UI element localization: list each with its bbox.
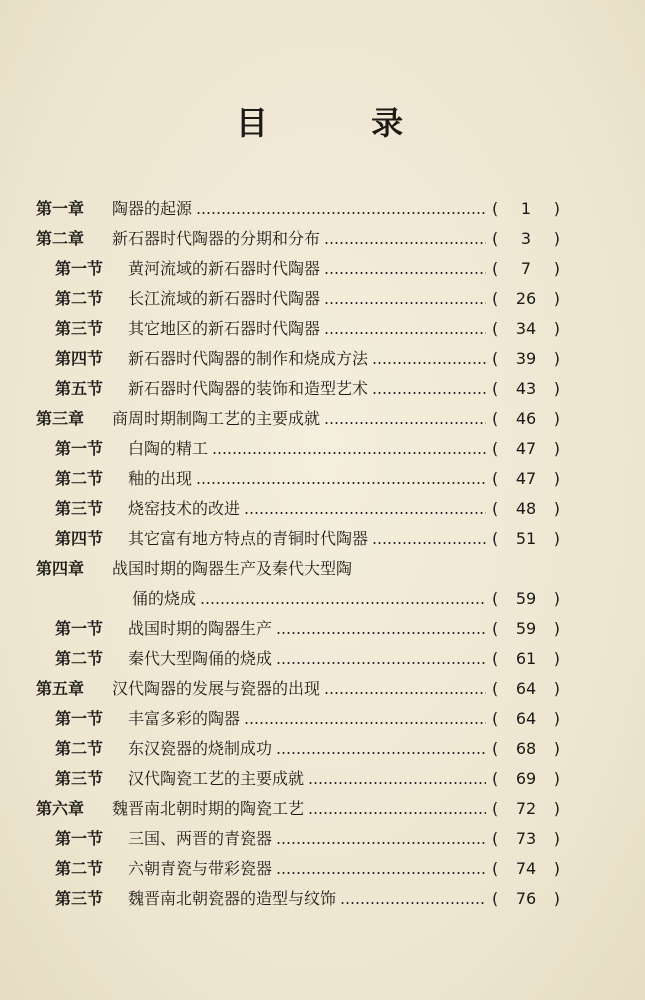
section-number: 第一节 [55,259,104,278]
dot-leader [276,662,486,664]
page-value: 69 [515,769,537,788]
entry-title: 釉的出现 [128,469,193,488]
close-paren: ) [553,889,560,908]
page-value: 7 [520,259,532,278]
toc-section-row[interactable] [0,466,645,492]
close-paren: ) [553,739,560,758]
close-paren: ) [553,589,560,608]
page-value: 47 [515,439,537,458]
section-number: 第三节 [55,889,104,908]
dot-leader [324,422,486,424]
toc-section-row[interactable] [0,526,645,552]
toc-section-row[interactable] [0,346,645,372]
open-paren: ( [492,799,499,818]
close-paren: ) [553,229,560,248]
page-value: 61 [515,649,537,668]
section-number: 第一节 [55,709,104,728]
chapter-number: 第二章 [36,229,85,248]
page-value: 59 [515,589,537,608]
page-value: 68 [515,739,537,758]
toc-chapter-row[interactable] [0,226,645,252]
section-number: 第二节 [55,739,104,758]
entry-title: 丰富多彩的陶器 [128,709,241,728]
toc-continuation-row[interactable] [0,586,645,612]
close-paren: ) [553,829,560,848]
close-paren: ) [553,649,560,668]
toc-section-row[interactable] [0,706,645,732]
toc-chapter-row[interactable] [0,196,645,222]
close-paren: ) [553,859,560,878]
dot-leader [196,482,486,484]
chapter-number: 第六章 [36,799,85,818]
page-value: 72 [515,799,537,818]
dot-leader [340,902,486,904]
page-title: 目 录 [235,104,450,142]
toc-section-row[interactable] [0,886,645,912]
entry-title: 商周时期制陶工艺的主要成就 [112,409,321,428]
dot-leader [244,722,486,724]
close-paren: ) [553,439,560,458]
entry-title: 六朝青瓷与带彩瓷器 [128,859,273,878]
open-paren: ( [492,709,499,728]
toc-chapter-row[interactable] [0,796,645,822]
open-paren: ( [492,649,499,668]
open-paren: ( [492,769,499,788]
entry-title: 秦代大型陶俑的烧成 [128,649,273,668]
open-paren: ( [492,619,499,638]
entry-title: 其它富有地方特点的青铜时代陶器 [128,529,369,548]
dot-leader [276,842,486,844]
entry-title: 汉代陶器的发展与瓷器的出现 [112,679,321,698]
toc-section-row[interactable] [0,436,645,462]
toc-section-row[interactable] [0,376,645,402]
close-paren: ) [553,199,560,218]
open-paren: ( [492,739,499,758]
toc-section-row[interactable] [0,766,645,792]
toc-section-row[interactable] [0,646,645,672]
dot-leader [276,632,486,634]
entry-title: 战国时期的陶器生产及秦代大型陶 [112,559,353,578]
entry-title: 新石器时代陶器的制作和烧成方法 [128,349,369,368]
section-number: 第五节 [55,379,104,398]
open-paren: ( [492,829,499,848]
entry-title: 陶器的起源 [112,199,193,218]
dot-leader [212,452,486,454]
toc-section-row[interactable] [0,856,645,882]
chapter-number: 第四章 [36,559,85,578]
dot-leader [276,872,486,874]
section-number: 第三节 [55,769,104,788]
section-number: 第三节 [55,319,104,338]
toc-section-row[interactable] [0,496,645,522]
close-paren: ) [553,469,560,488]
page-value: 51 [515,529,537,548]
toc-chapter-row[interactable] [0,676,645,702]
page-value: 26 [515,289,537,308]
dot-leader [200,602,486,604]
open-paren: ( [492,199,499,218]
entry-title: 魏晋南北朝时期的陶瓷工艺 [112,799,305,818]
section-number: 第一节 [55,439,104,458]
open-paren: ( [492,409,499,428]
entry-title: 白陶的精工 [128,439,209,458]
page-value: 59 [515,619,537,638]
close-paren: ) [553,409,560,428]
entry-title: 其它地区的新石器时代陶器 [128,319,321,338]
close-paren: ) [553,349,560,368]
dot-leader [372,362,486,364]
dot-leader [324,332,486,334]
entry-title: 战国时期的陶器生产 [128,619,273,638]
close-paren: ) [553,619,560,638]
open-paren: ( [492,379,499,398]
open-paren: ( [492,589,499,608]
dot-leader [372,542,486,544]
entry-title: 黄河流域的新石器时代陶器 [128,259,321,278]
page-value: 34 [515,319,537,338]
chapter-number: 第五章 [36,679,85,698]
chapter-number: 第三章 [36,409,85,428]
toc-section-row[interactable] [0,736,645,762]
page-value: 73 [515,829,537,848]
dot-leader [372,392,486,394]
toc-chapter-row[interactable] [0,556,645,582]
dot-leader [196,212,486,214]
open-paren: ( [492,679,499,698]
dot-leader [324,302,486,304]
entry-title: 长江流域的新石器时代陶器 [128,289,321,308]
close-paren: ) [553,289,560,308]
close-paren: ) [553,379,560,398]
section-number: 第四节 [55,349,104,368]
dot-leader [324,272,486,274]
page-value: 74 [515,859,537,878]
page-value: 48 [515,499,537,518]
close-paren: ) [553,769,560,788]
close-paren: ) [553,499,560,518]
open-paren: ( [492,439,499,458]
entry-title: 俑的烧成 [132,589,197,608]
entry-title: 三国、两晋的青瓷器 [128,829,273,848]
entry-title: 烧窑技术的改进 [128,499,241,518]
entry-title: 东汉瓷器的烧制成功 [128,739,273,758]
close-paren: ) [553,799,560,818]
section-number: 第二节 [55,469,104,488]
section-number: 第二节 [55,859,104,878]
section-number: 第四节 [55,529,104,548]
dot-leader [276,752,486,754]
entry-title: 新石器时代陶器的分期和分布 [112,229,321,248]
page-value: 1 [520,199,532,218]
dot-leader [308,812,486,814]
page-value: 43 [515,379,537,398]
open-paren: ( [492,499,499,518]
page-value: 46 [515,409,537,428]
page-value: 47 [515,469,537,488]
open-paren: ( [492,229,499,248]
section-number: 第一节 [55,829,104,848]
open-paren: ( [492,349,499,368]
close-paren: ) [553,319,560,338]
open-paren: ( [492,259,499,278]
chapter-number: 第一章 [36,199,85,218]
section-number: 第二节 [55,649,104,668]
section-number: 第二节 [55,289,104,308]
page-value: 3 [520,229,532,248]
close-paren: ) [553,529,560,548]
toc-chapter-row[interactable] [0,406,645,432]
open-paren: ( [492,529,499,548]
toc-section-row[interactable] [0,256,645,282]
open-paren: ( [492,859,499,878]
open-paren: ( [492,469,499,488]
open-paren: ( [492,319,499,338]
dot-leader [308,782,486,784]
open-paren: ( [492,889,499,908]
page-value: 64 [515,679,537,698]
dot-leader [244,512,486,514]
dot-leader [324,692,486,694]
section-number: 第三节 [55,499,104,518]
dot-leader [324,242,486,244]
page-value: 76 [515,889,537,908]
toc-section-row[interactable] [0,826,645,852]
close-paren: ) [553,709,560,728]
toc-section-row[interactable] [0,616,645,642]
entry-title: 魏晋南北朝瓷器的造型与纹饰 [128,889,337,908]
entry-title: 新石器时代陶器的装饰和造型艺术 [128,379,369,398]
open-paren: ( [492,289,499,308]
close-paren: ) [553,679,560,698]
entry-title: 汉代陶瓷工艺的主要成就 [128,769,305,788]
toc-section-row[interactable] [0,286,645,312]
close-paren: ) [553,259,560,278]
toc-section-row[interactable] [0,316,645,342]
section-number: 第一节 [55,619,104,638]
page-value: 39 [515,349,537,368]
page-value: 64 [515,709,537,728]
